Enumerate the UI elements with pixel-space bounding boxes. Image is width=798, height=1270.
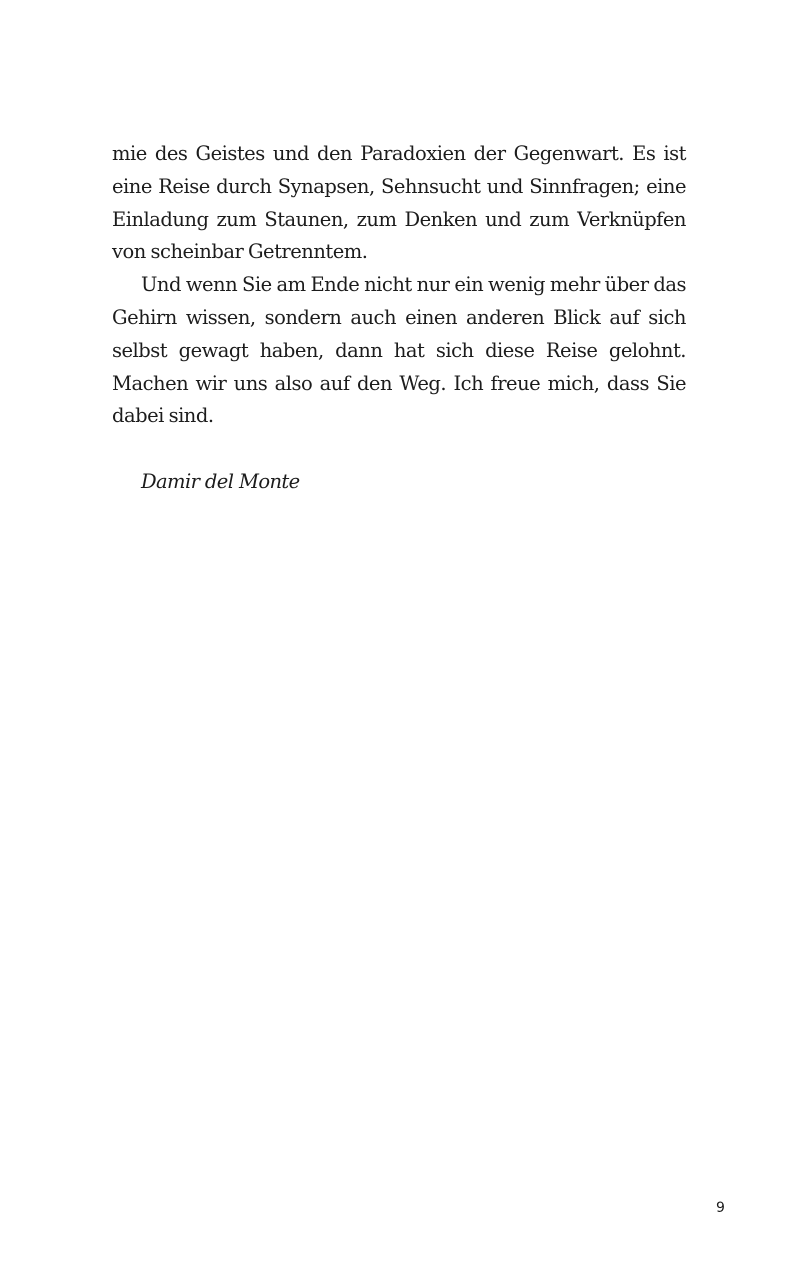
author-signature: Damir del Monte [141,470,300,493]
paragraph-closing: Und wenn Sie am Ende nicht nur ein wenig mehr über das Gehirn wissen, sondern auch einen anderen Blick auf sich selbst gewagt haben, dann hat sich diese Reise gelohnt. Machen wir uns also auf den Weg. Ich freue mich, dass Sie dabei sind. [112,273,686,428]
paragraph-continuation: mie des Geistes und den Paradoxien der Gegenwart. Es ist eine Reise durch Synapsen, Sehnsucht und Sinnfragen; eine Einladung zum Staunen, zum Denken und zum Verknüpfen von scheinbar Getrenntem. [112,142,686,264]
body-text [112,138,686,433]
page-number: 9 [716,1200,725,1216]
